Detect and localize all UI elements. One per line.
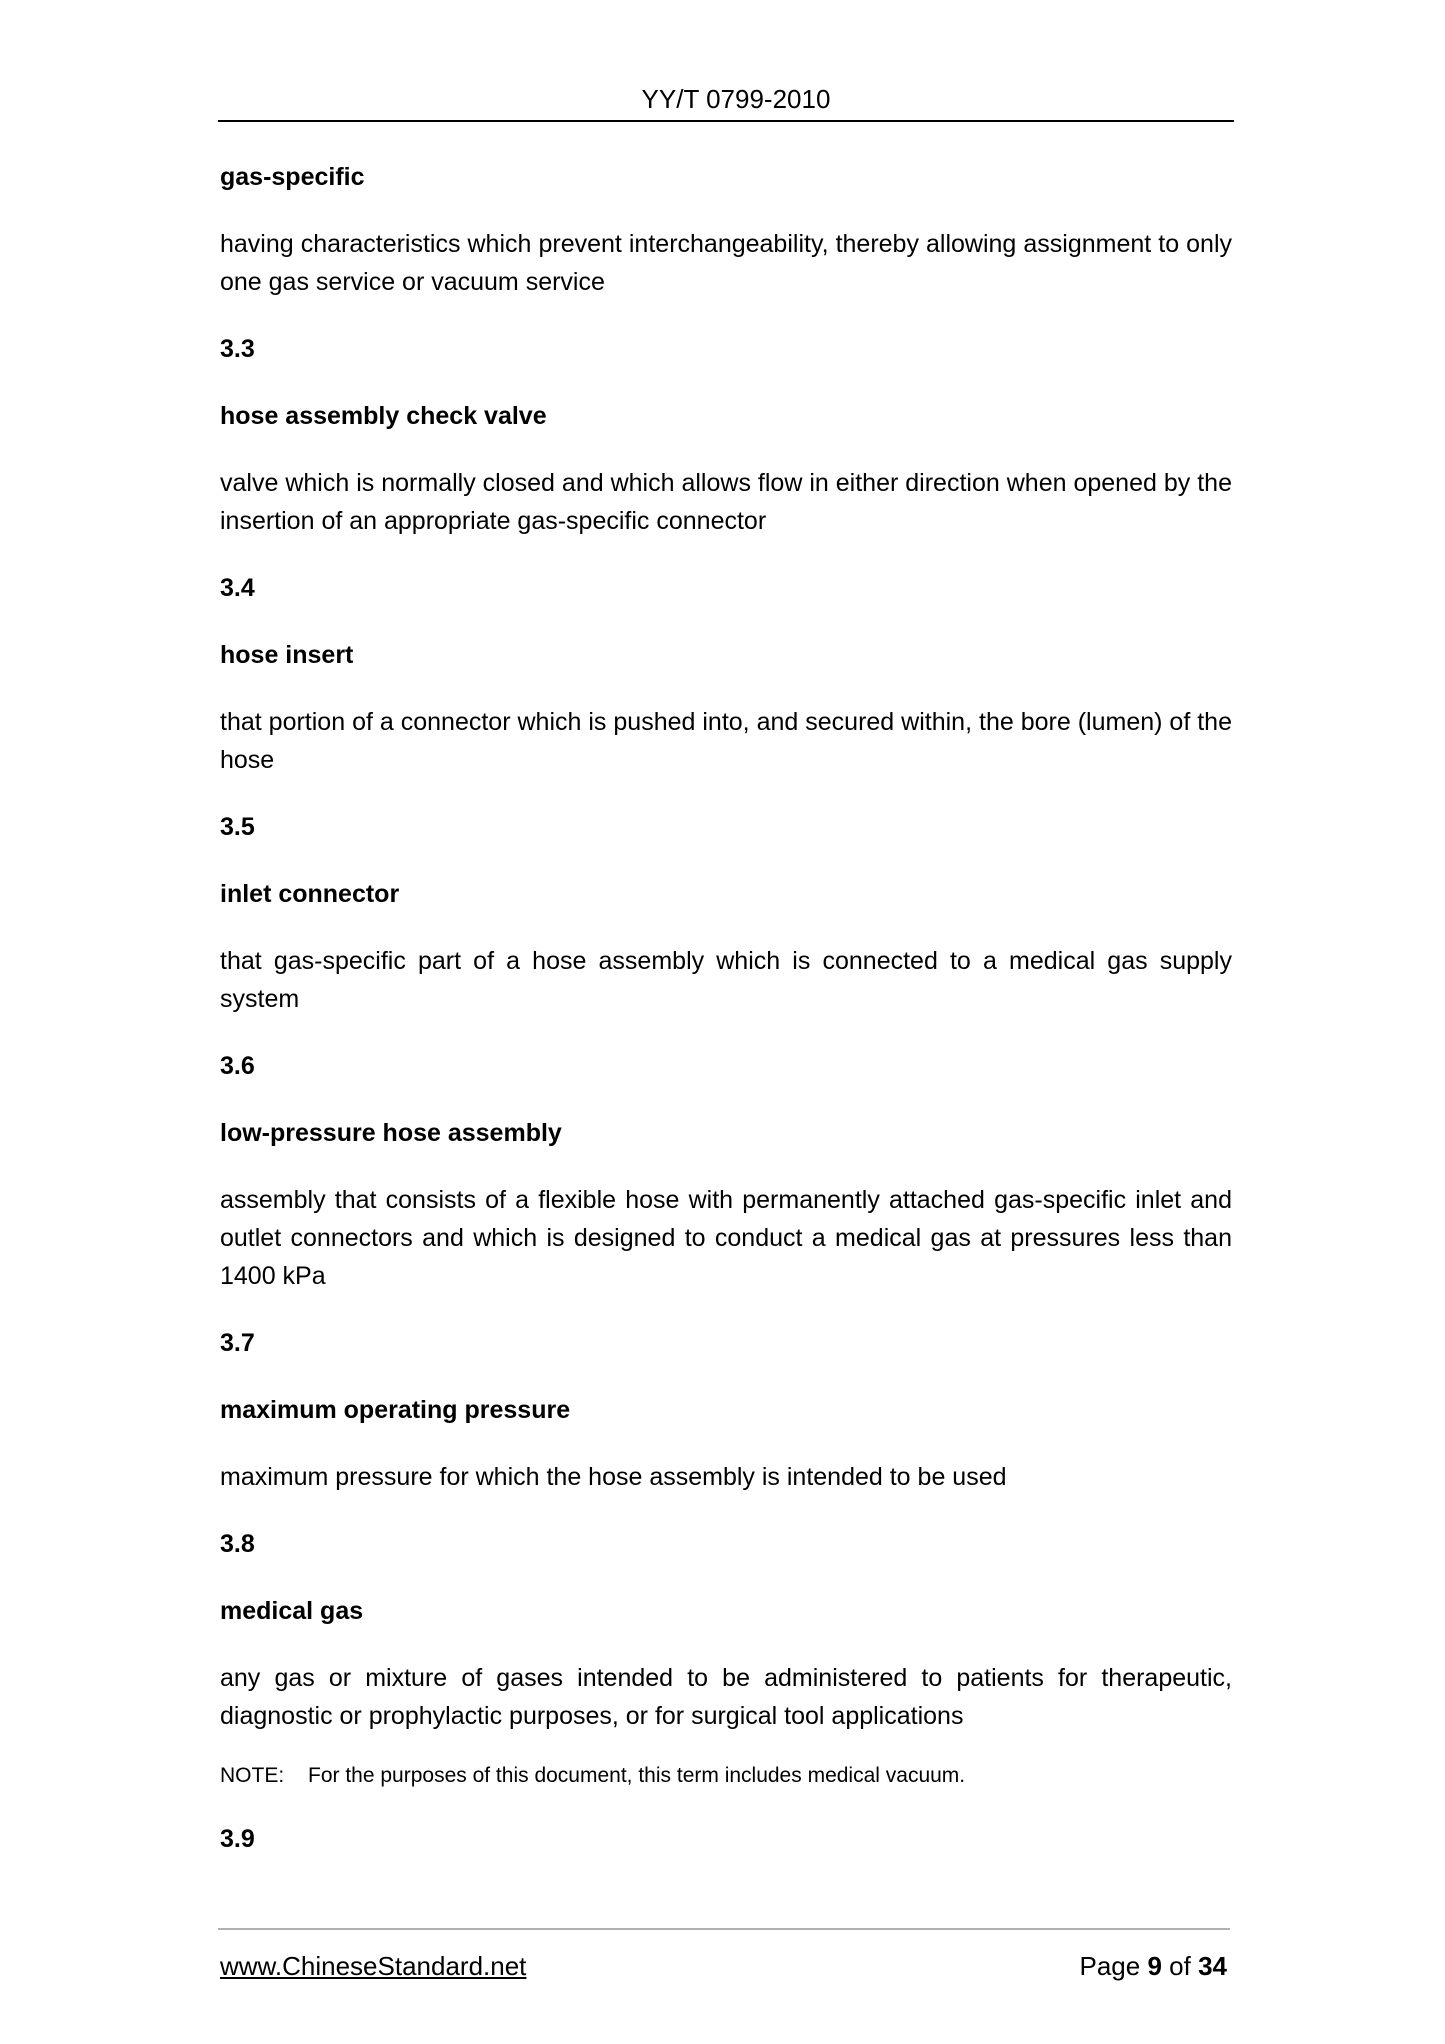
clause-number: 3.6 xyxy=(220,1052,255,1080)
term-title: medical gas xyxy=(220,1597,364,1625)
page-of: of xyxy=(1169,1951,1191,1981)
term-definition: that gas-specific part of a hose assembly which is connected to a medical gas supply system xyxy=(220,947,1232,1013)
website-link[interactable]: www.ChineseStandard.net xyxy=(220,1951,527,1981)
note-label: NOTE: xyxy=(220,1764,285,1787)
note-text: For the purposes of this document, this term includes medical vacuum. xyxy=(308,1764,966,1787)
term-definition: assembly that consists of a flexible hose with permanently attached gas-specific inlet and outlet connectors and which is designed to conduct a medical gas at pressures less than 1400 kPa xyxy=(220,1186,1232,1290)
page-current: 9 xyxy=(1147,1951,1162,1981)
document-id: YY/T 0799-2010 xyxy=(641,84,831,114)
clause-number: 3.8 xyxy=(220,1530,255,1558)
clause-number: 3.4 xyxy=(220,574,255,602)
term-title: hose assembly check valve xyxy=(220,402,547,430)
term-title: maximum operating pressure xyxy=(220,1396,571,1424)
clause-number: 3.3 xyxy=(220,335,255,363)
page-total: 34 xyxy=(1198,1951,1227,1981)
clause-number: 3.7 xyxy=(220,1329,255,1357)
term-definition: maximum pressure for which the hose assembly is intended to be used xyxy=(220,1463,1007,1491)
page-prefix: Page xyxy=(1079,1951,1141,1981)
term-definition: any gas or mixture of gases intended to be administered to patients for therapeutic, diagnostic or prophylactic purposes, or for surgical tool applications xyxy=(220,1664,1232,1730)
note xyxy=(220,1761,1232,1791)
term-definition: that portion of a connector which is pushed into, and secured within, the bore (lumen) of the hose xyxy=(220,708,1232,774)
clause-number: 3.9 xyxy=(220,1825,255,1853)
page-indicator xyxy=(1079,1950,1227,1982)
term-title: gas-specific xyxy=(220,163,365,191)
term-definition: having characteristics which prevent interchangeability, thereby allowing assignment to only one gas service or vacuum service xyxy=(220,230,1232,296)
page-header xyxy=(218,86,1234,122)
document-body xyxy=(220,158,1232,1887)
term-title: hose insert xyxy=(220,641,354,669)
footer-divider xyxy=(218,1928,1230,1930)
term-title: low-pressure hose assembly xyxy=(220,1119,562,1147)
term-title: inlet connector xyxy=(220,880,400,908)
term-definition: valve which is normally closed and which allows flow in either direction when opened by the insertion of an appropriate gas-specific connector xyxy=(220,469,1232,535)
clause-number: 3.5 xyxy=(220,813,255,841)
